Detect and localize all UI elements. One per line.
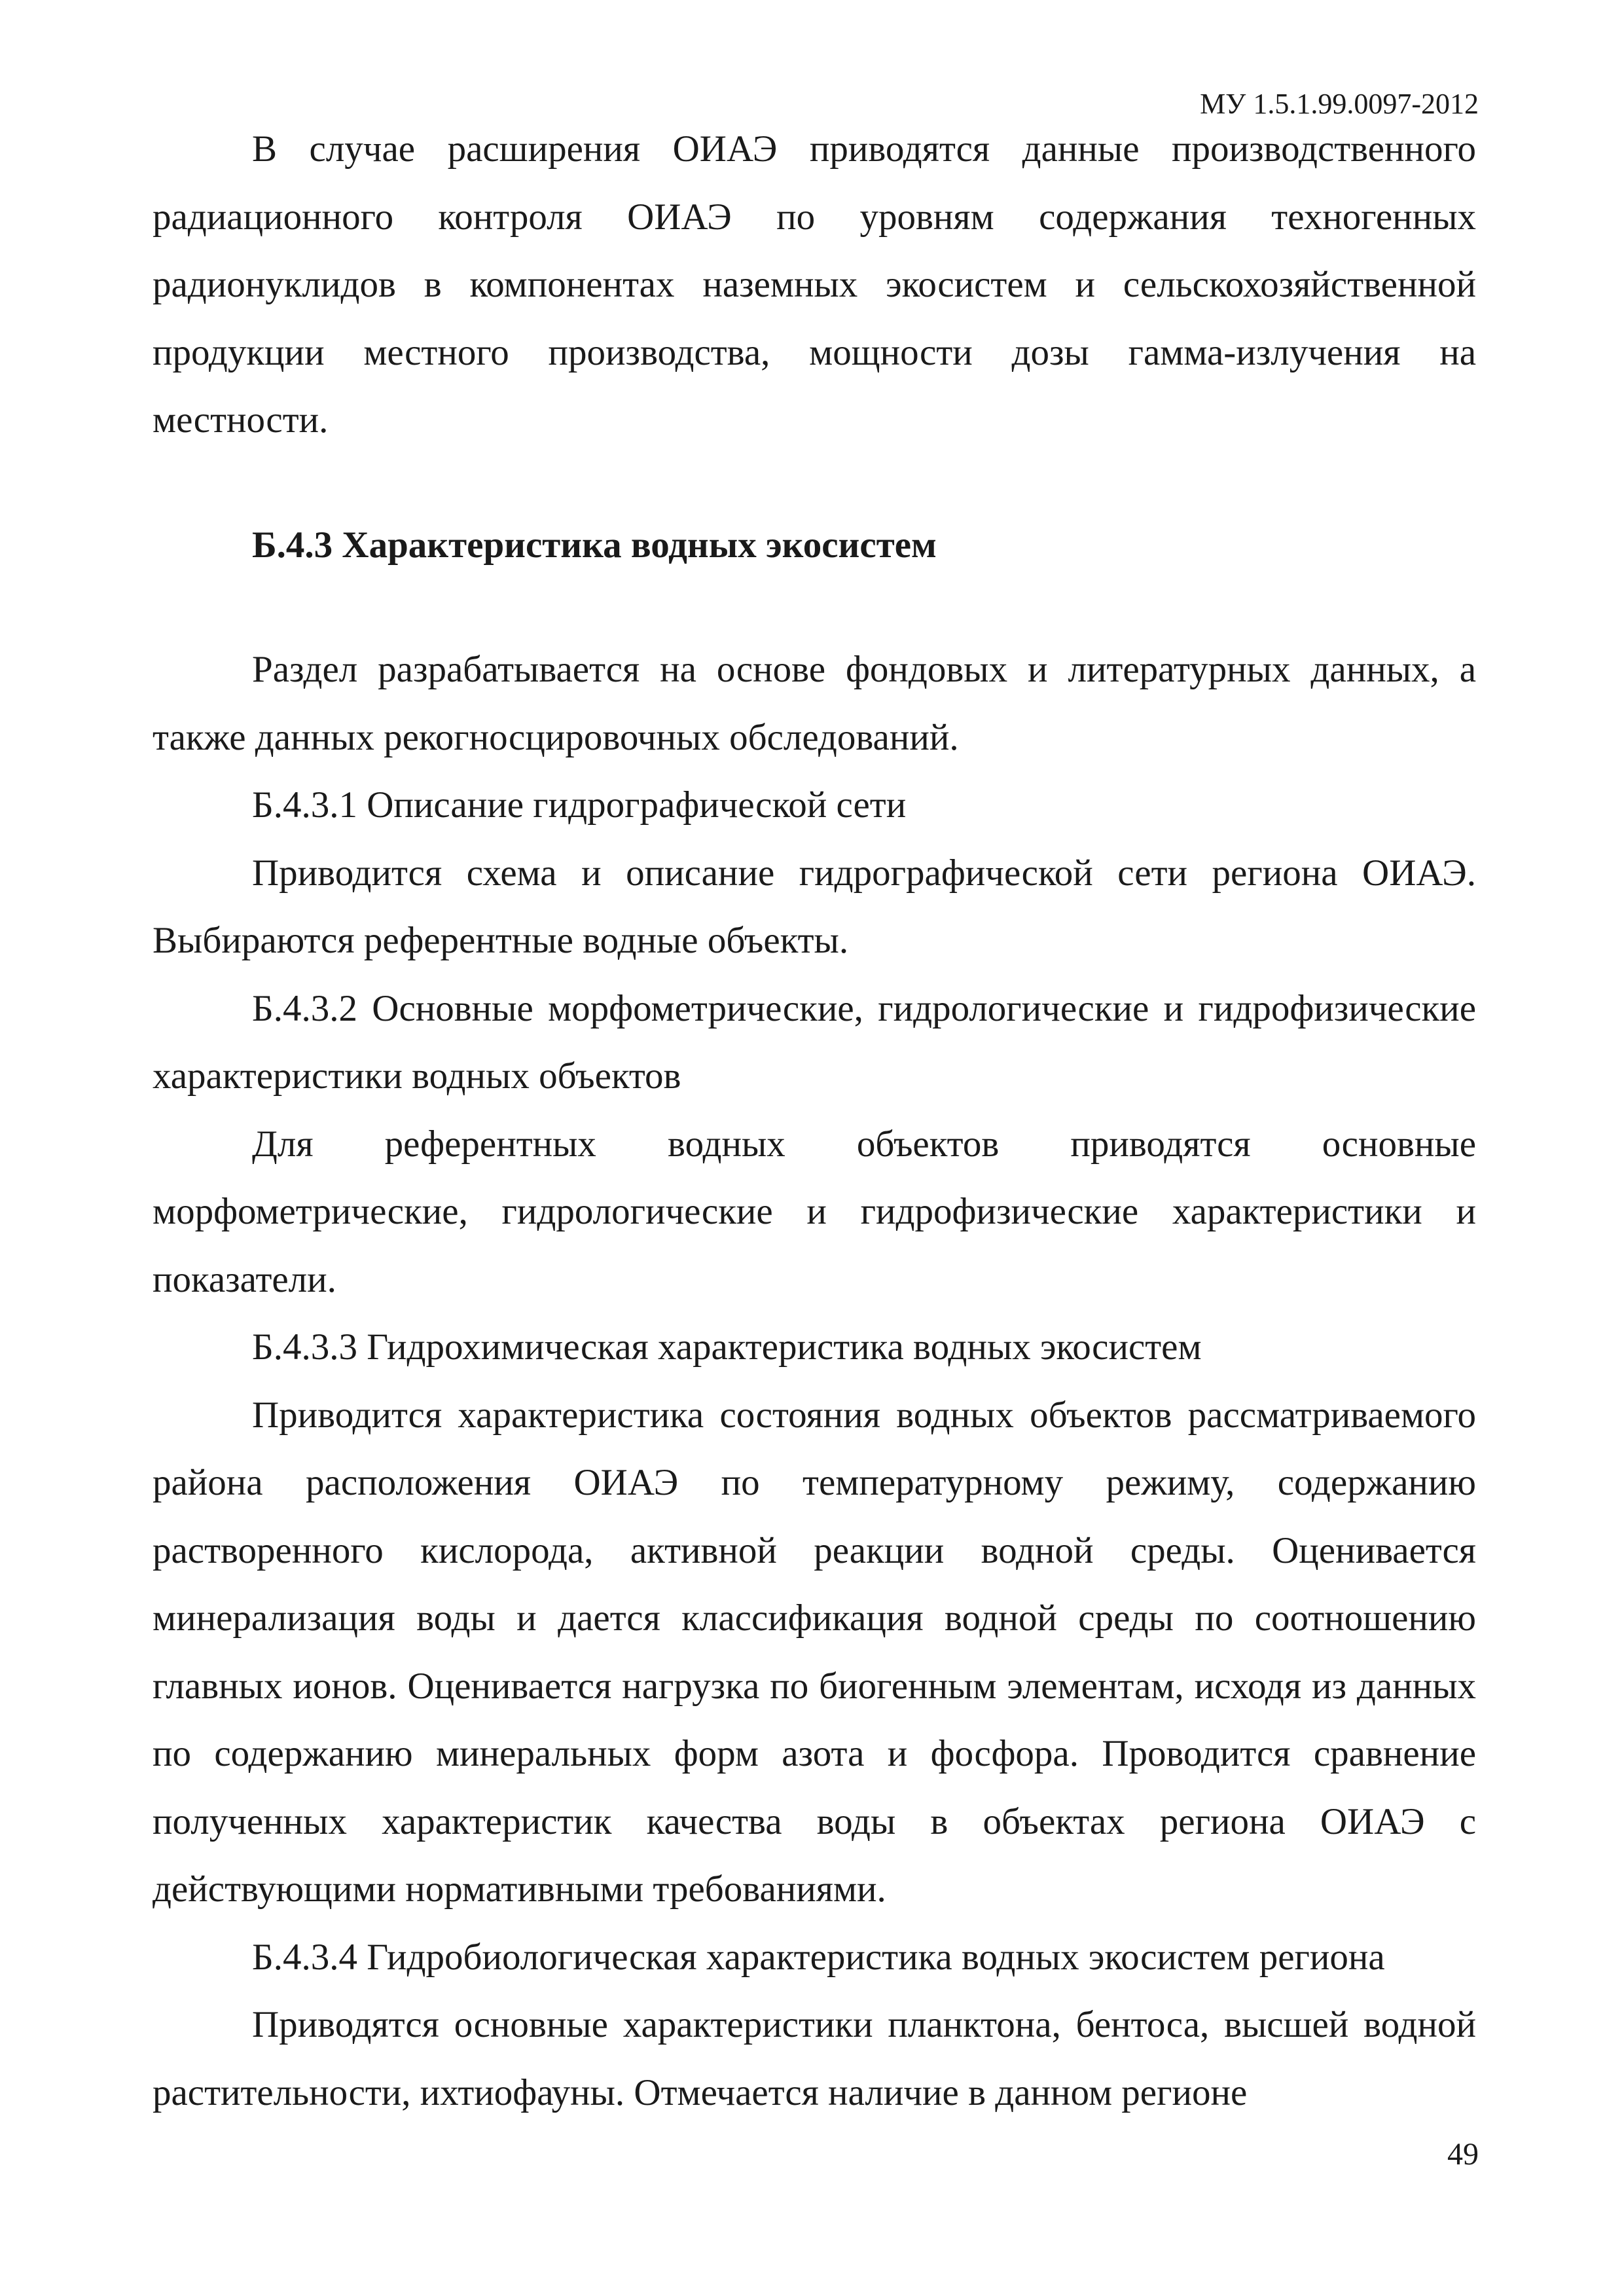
subsection-title-morphometric: Б.4.3.2 Основные морфометрические, гидрологические и гидрофизические характеристики водных объектов	[153, 987, 1476, 1097]
page-number: 49	[1447, 2137, 1479, 2172]
paragraph-hydrochemical: Приводится характеристика состояния водных объектов рассматриваемого района расположения ОИАЭ по температурному режиму, содержанию растворенного кислорода, активной реакции водной среды. Оценивается минерализация воды и дается классификация водной среды по соотношению главных ионов. Оценивается нагрузка по биогенным элементам, исходя из данных по содержанию минеральных форм азота и фосфора. Проводится сравнение полученных характеристик качества воды в объектах региона ОИАЭ с действующими нормативными требованиями.	[153, 1394, 1476, 1910]
subsection-title-hydrographic-network: Б.4.3.1 Описание гидрографической сети	[252, 784, 907, 826]
paragraph-hydrographic-network: Приводится схема и описание гидрографической сети региона ОИАЭ. Выбираются референтные водные объекты.	[153, 852, 1476, 961]
section-heading: Б.4.3 Характеристика водных экосистем	[252, 524, 937, 566]
document-code: МУ 1.5.1.99.0097-2012	[1200, 88, 1479, 120]
paragraph-morphometric: Для референтных водных объектов приводятся основные морфометрические, гидрологические и гидрофизические характеристики и показатели.	[153, 1123, 1476, 1300]
paragraph-radiation-control: В случае расширения ОИАЭ приводятся данные производственного радиационного контроля ОИАЭ по уровням содержания техногенных радионуклидов в компонентах наземных экосистем и сельскохозяйственной продукции местного производства, мощности дозы гамма-излучения на местности.	[153, 128, 1476, 441]
document-body	[153, 115, 1476, 2126]
paragraph-hydrobiological: Приводятся основные характеристики планктона, бентоса, высшей водной растительности, ихтиофауны. Отмечается наличие в данном регионе	[153, 2004, 1476, 2113]
subsection-title-hydrochemical: Б.4.3.3 Гидрохимическая характеристика водных экосистем	[252, 1326, 1202, 1368]
paragraph-section-intro: Раздел разрабатывается на основе фондовых и литературных данных, а также данных рекогносцировочных обследований.	[153, 649, 1476, 758]
subsection-title-hydrobiological: Б.4.3.4 Гидробиологическая характеристика водных экосистем региона	[252, 1936, 1385, 1978]
